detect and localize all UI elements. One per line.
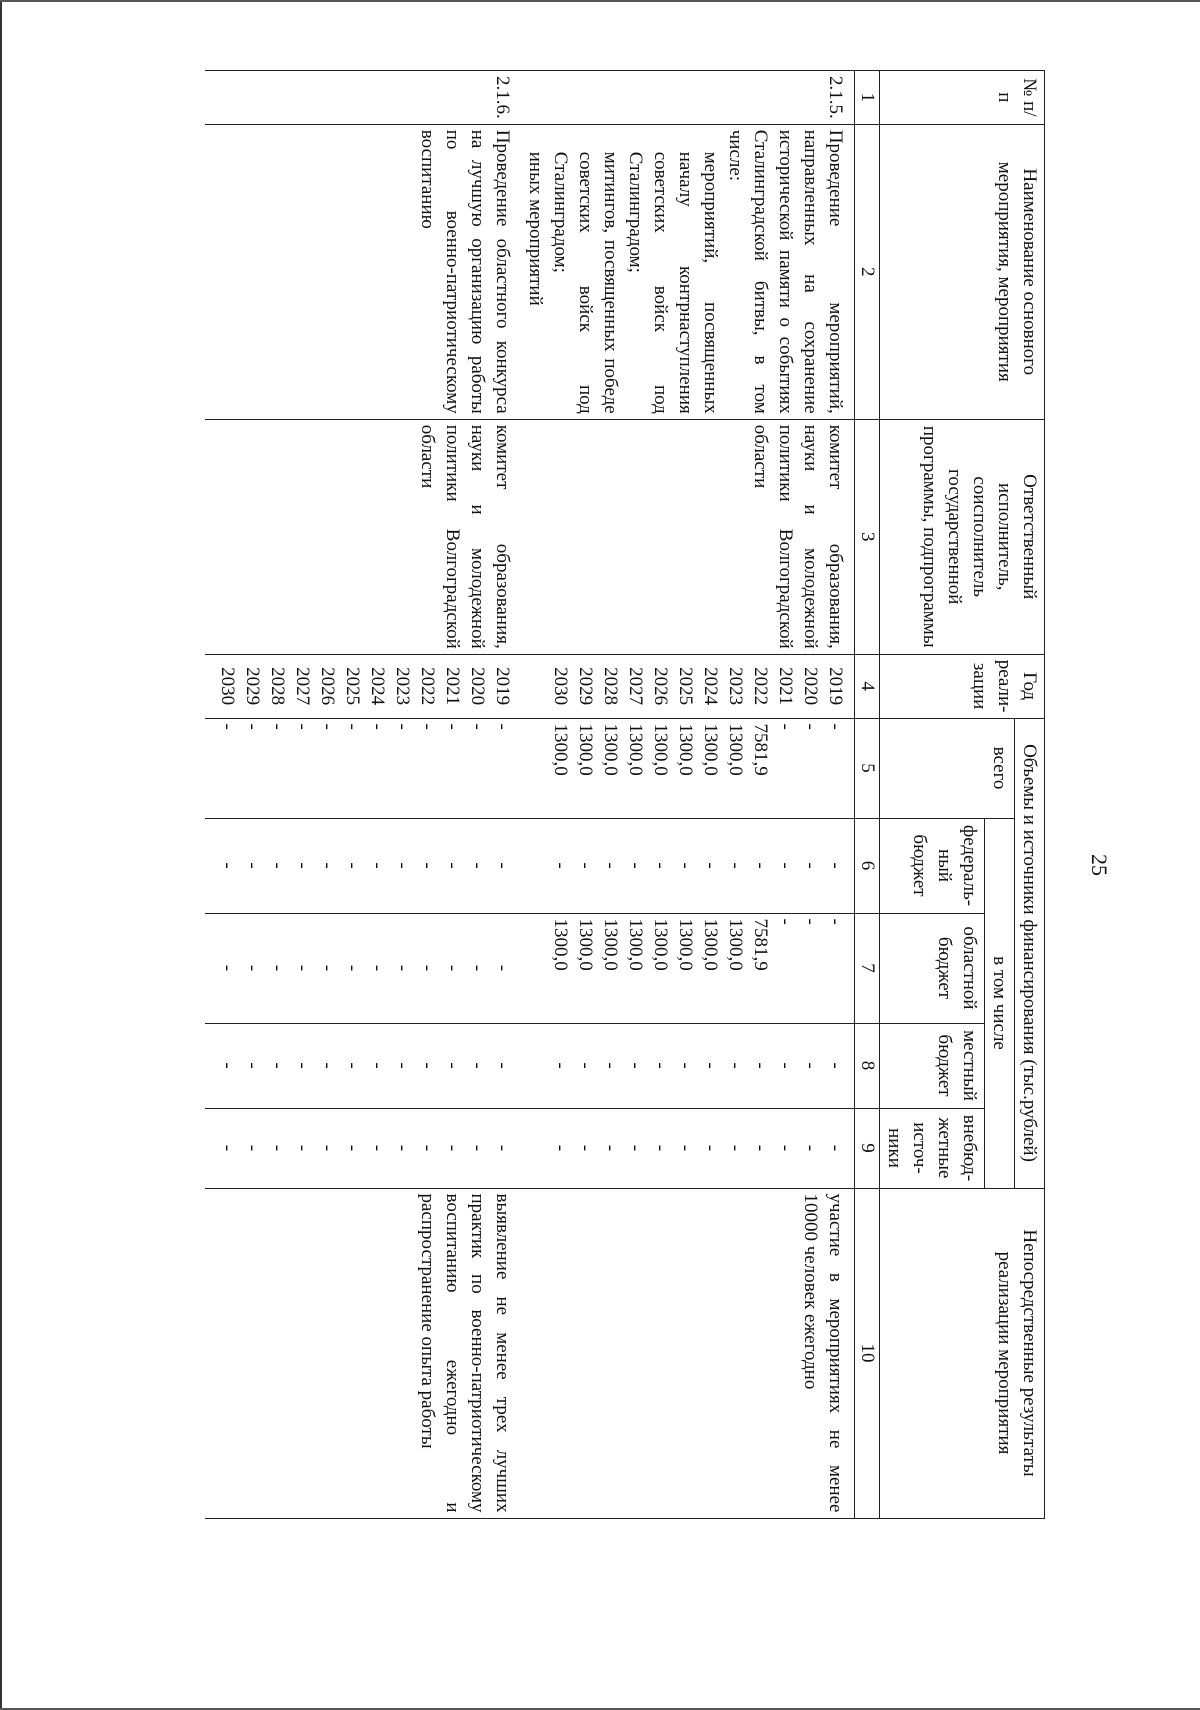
federal-cell: - [492,862,513,869]
year-cell: 2029 [242,667,263,706]
local-cell: - [367,1062,388,1069]
extrabudget-cell: - [775,1144,796,1152]
local-cell: - [800,1062,821,1069]
federal-cell: - [242,862,263,869]
federal-cell: - [775,862,796,869]
total-cell: 1300,0 [675,723,696,776]
local-cell: - [217,1062,238,1069]
column-number: 6 [855,818,880,913]
regional-cell: - [317,964,338,972]
row-id: 2.1.6. [205,71,521,125]
extrabudget-cell: - [625,1144,646,1152]
row-executor: комитет образования, науки и молодежной политики Волгоградской области [521,419,855,654]
total-cell: - [392,723,413,730]
header-year: Год реали-зации [880,654,1045,718]
column-number: 2 [855,124,880,419]
total-cell: - [217,723,238,730]
extrabudget-cell: - [292,1144,313,1152]
federal-cell: - [342,862,363,869]
row-executor: комитет образования, науки и молодежной политики Волгоградской области [205,419,521,654]
extrabudget-cell: - [217,1144,238,1152]
federal-cell: - [367,862,388,869]
column-number: 4 [855,654,880,718]
total-cell: - [442,723,463,730]
extrabudget-cell: - [650,1144,671,1152]
regional-cell: - [492,964,513,972]
total-cell: 1300,0 [700,723,721,776]
federal-cell: - [267,862,288,869]
column-number-row [855,71,880,1519]
total-cell: 1300,0 [650,723,671,776]
row-total [521,718,855,818]
table-row [205,71,521,1519]
extrabudget-cell: - [700,1144,721,1152]
row-name [521,124,855,419]
total-cell: - [417,723,438,730]
federal-cell: - [292,862,313,869]
federal-cell: - [825,862,846,869]
regional-cell: 1300,0 [550,918,571,971]
year-cell: 2020 [800,667,821,706]
column-number: 10 [855,1188,880,1518]
federal-cell: - [700,862,721,869]
extrabudget-cell: - [550,1144,571,1152]
year-cell: 2025 [342,667,363,706]
federal-cell: - [650,862,671,869]
local-cell: - [292,1062,313,1069]
year-cell: 2022 [417,667,438,706]
year-cell: 2028 [600,667,621,706]
extrabudget-cell: - [367,1144,388,1152]
federal-cell: - [800,862,821,869]
federal-cell: - [317,862,338,869]
regional-cell: 1300,0 [725,918,746,971]
total-cell: - [292,723,313,730]
header-executor: Ответственный исполнитель, соисполнитель государственной программы, подпрограммы [880,419,1045,654]
column-number: 5 [855,718,880,818]
extrabudget-cell: - [442,1144,463,1152]
total-cell: - [775,723,796,730]
federal-cell: - [550,862,571,869]
regional-cell: - [442,964,463,972]
year-cell: 2024 [700,667,721,706]
year-cell: 2030 [217,667,238,706]
year-cell: 2025 [675,667,696,706]
row-total [205,718,521,818]
extrabudget-cell: - [242,1144,263,1152]
column-number: 8 [855,1023,880,1108]
local-cell: - [700,1062,721,1069]
federal-cell: - [442,862,463,869]
regional-cell: - [242,964,263,972]
year-cell: 2030 [550,667,571,706]
year-cell: 2027 [292,667,313,706]
local-cell: - [625,1062,646,1069]
total-cell: - [242,723,263,730]
year-cell: 2019 [825,667,846,706]
row-name-line: Проведение областного конкурса на лучшую организацию работы по военно-патриотическому воспитанию [417,129,513,414]
local-cell: - [725,1062,746,1069]
extrabudget-cell: - [317,1144,338,1152]
header-name: Наименование основного мероприятия, мероприятия [880,124,1045,419]
header-extrabudget: внебюд-жетные источ-ники [880,1108,985,1188]
local-cell: - [600,1062,621,1069]
total-cell: - [367,723,388,730]
total-cell: - [467,723,488,730]
regional-cell: - [800,918,821,925]
extrabudget-cell: - [725,1144,746,1152]
local-cell: - [550,1062,571,1069]
column-number: 7 [855,913,880,1023]
year-cell: 2020 [467,667,488,706]
regional-cell: - [292,964,313,972]
local-cell: - [467,1062,488,1069]
total-cell: 1300,0 [550,723,571,776]
total-cell: - [825,723,846,730]
regional-cell: 7581,9 [750,918,771,971]
regional-cell: 1300,0 [675,918,696,971]
row-years [205,654,521,718]
local-cell: - [775,1062,796,1069]
total-cell: - [492,723,513,730]
row-result: выявление не менее трех лучших практик по военно-патриотическому воспитанию ежегодно и распространение опыта работы [205,1188,521,1518]
extrabudget-cell: - [750,1144,771,1152]
federal-cell: - [600,862,621,869]
federal-cell: - [725,862,746,869]
year-cell: 2027 [625,667,646,706]
regional-cell: 1300,0 [575,918,596,971]
column-number: 1 [855,71,880,125]
extrabudget-cell: - [800,1144,821,1152]
federal-cell: - [467,862,488,869]
total-cell: 1300,0 [600,723,621,776]
regional-cell: - [392,964,413,972]
total-cell: - [800,723,821,730]
extrabudget-cell: - [575,1144,596,1152]
local-cell: - [342,1062,363,1069]
federal-cell: - [217,862,238,869]
row-regional [205,913,521,1023]
extrabudget-cell: - [342,1144,363,1152]
header-regional: областной бюджет [880,913,985,1023]
regional-cell: 1300,0 [600,918,621,971]
total-cell: 7581,9 [750,723,771,776]
extrabudget-cell: - [392,1144,413,1152]
federal-cell: - [392,862,413,869]
extrabudget-cell: - [600,1144,621,1152]
header-federal: федераль-ный бюджет [880,818,985,913]
year-cell: 2021 [775,667,796,706]
federal-cell: - [417,862,438,869]
federal-cell: - [750,862,771,869]
year-cell: 2023 [392,667,413,706]
header-results: Непосредственные результаты реализации мероприятия [880,1188,1045,1518]
header-number: № п/п [880,71,1045,125]
total-cell: - [317,723,338,730]
funding-table [205,70,1045,1519]
header-including: в том числе [985,818,1015,1188]
year-cell: 2029 [575,667,596,706]
year-cell: 2023 [725,667,746,706]
total-cell: 1300,0 [575,723,596,776]
header-funding-group: Объемы и источники финансирования (тыс.рублей) [1015,718,1045,1188]
local-cell: - [825,1062,846,1069]
regional-cell: - [217,964,238,972]
year-cell: 2019 [492,667,513,706]
extrabudget-cell: - [492,1144,513,1152]
regional-cell: - [775,918,796,925]
row-local [205,1023,521,1108]
local-cell: - [392,1062,413,1069]
local-cell: - [417,1062,438,1069]
local-cell: - [675,1062,696,1069]
federal-cell: - [575,862,596,869]
regional-cell: 1300,0 [700,918,721,971]
regional-cell: 1300,0 [650,918,671,971]
year-cell: 2024 [367,667,388,706]
year-cell: 2028 [267,667,288,706]
row-id: 2.1.5. [521,71,855,125]
row-federal [205,818,521,913]
extrabudget-cell: - [417,1144,438,1152]
extrabudget-cell: - [467,1144,488,1152]
page-number: 25 [1087,854,1112,876]
row-federal [521,818,855,913]
regional-cell: - [267,964,288,972]
federal-cell: - [675,862,696,869]
local-cell: - [442,1062,463,1069]
row-name-line: мероприятий, посвященных началу контрнаступления советских войск под Сталинградом; [625,151,721,414]
row-name-line: иных мероприятий [525,151,546,306]
total-cell: - [267,723,288,730]
local-cell: - [492,1062,513,1069]
local-cell: - [650,1062,671,1069]
row-name [205,124,521,419]
extrabudget-cell: - [267,1144,288,1152]
row-name-line: митингов, посвященных победе советских войск под Сталинградом; [550,151,621,414]
column-number: 3 [855,419,880,654]
local-cell: - [575,1062,596,1069]
row-regional [521,913,855,1023]
year-cell: 2021 [442,667,463,706]
extrabudget-cell: - [675,1144,696,1152]
total-cell: - [342,723,363,730]
regional-cell: - [825,918,846,925]
year-cell: 2022 [750,667,771,706]
header-local: местный бюджет [880,1023,985,1108]
regional-cell: - [342,964,363,972]
year-cell: 2026 [317,667,338,706]
extrabudget-cell: - [825,1144,846,1152]
year-cell: 2026 [650,667,671,706]
local-cell: - [267,1062,288,1069]
total-cell: 1300,0 [625,723,646,776]
total-cell: 1300,0 [725,723,746,776]
row-local [521,1023,855,1108]
local-cell: - [750,1062,771,1069]
header-total: всего [880,718,1015,818]
regional-cell: - [417,964,438,972]
row-years [521,654,855,718]
table-row [521,71,855,1519]
row-name-line: Проведение мероприятий, направленных на сохранение исторической памяти о событиях Сталинградской битвы, в том числе: [725,129,846,414]
row-extrabudget [521,1108,855,1188]
local-cell: - [242,1062,263,1069]
row-extrabudget [205,1108,521,1188]
federal-cell: - [625,862,646,869]
regional-cell: - [467,964,488,972]
regional-cell: 1300,0 [625,918,646,971]
row-result: участие в мероприятиях не менее 10000 человек ежегодно [521,1188,855,1518]
column-number: 9 [855,1108,880,1188]
regional-cell: - [367,964,388,972]
local-cell: - [317,1062,338,1069]
